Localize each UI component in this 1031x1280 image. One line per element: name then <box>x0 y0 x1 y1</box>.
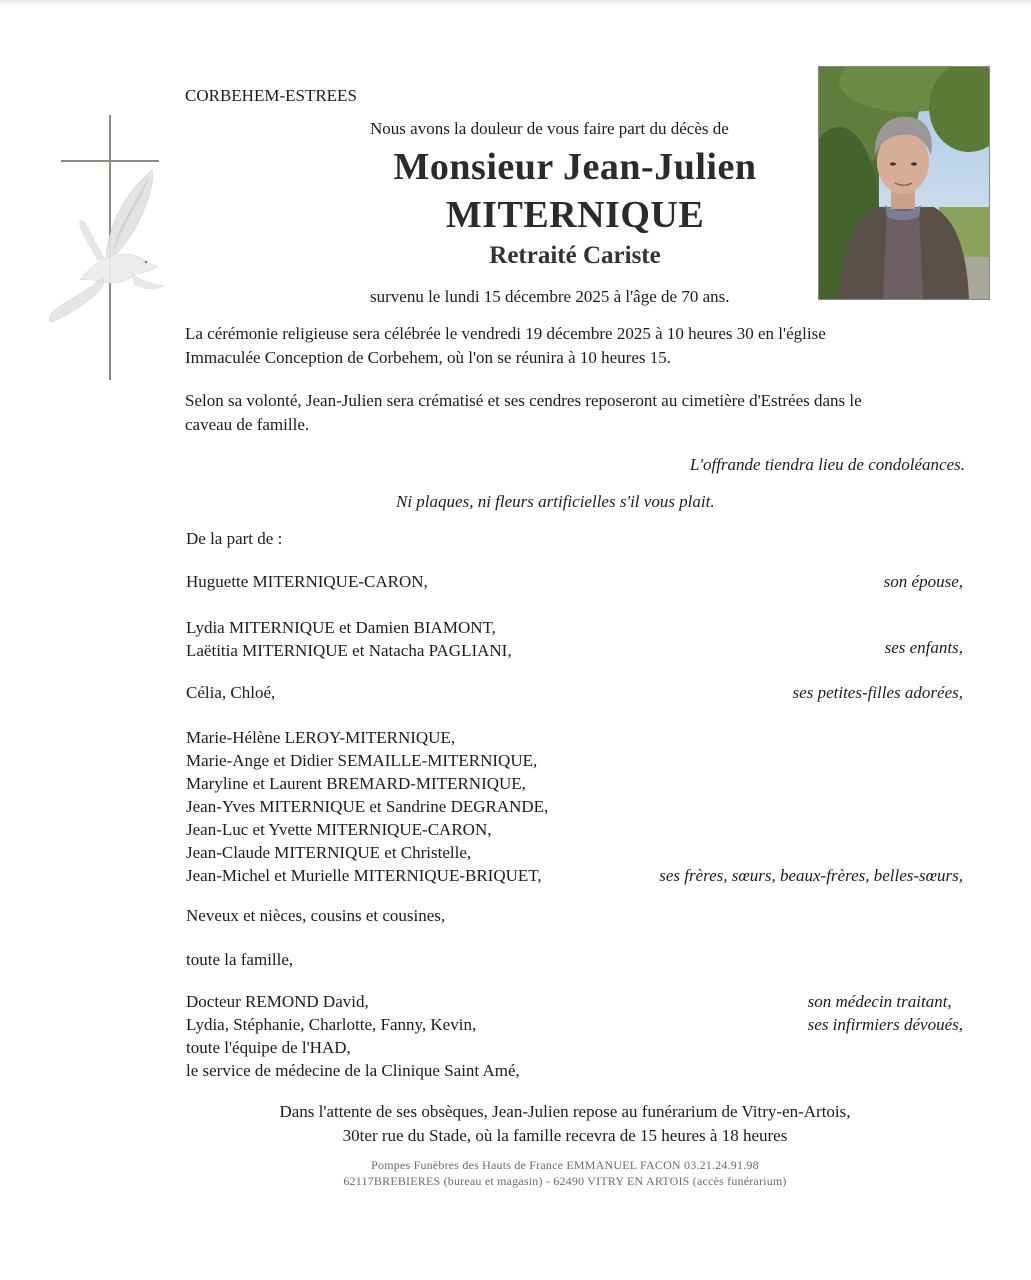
family-name: le service de médecine de la Clinique Saint Amé, <box>186 1061 520 1080</box>
funeral-home-note <box>150 1100 980 1148</box>
family-name: Jean-Claude MITERNIQUE et Christelle, <box>186 843 472 862</box>
deceased-name-line2: MITERNIQUE <box>445 194 705 236</box>
relation-text: ses infirmiers dévoués, <box>807 1015 963 1034</box>
footer-line1: Pompes Funèbres des Hauts de France EMMANUEL FACON 03.21.24.91.98 <box>371 1158 759 1172</box>
family-name: Jean-Luc et Yvette MITERNIQUE-CARON, <box>186 820 492 839</box>
wish-paragraph <box>185 389 862 437</box>
deceased-name-line1: Monsieur Jean-Julien <box>393 146 757 188</box>
family-name: Lydia, Stéphanie, Charlotte, Fanny, Kevin, <box>186 1015 477 1034</box>
ceremony-line1: La cérémonie religieuse sera célébrée le vendredi 19 décembre 2025 à 10 heures 30 en l'église <box>185 324 826 343</box>
relation-spouse <box>884 570 963 593</box>
from-label: De la part de : <box>186 529 283 548</box>
family-name: Docteur REMOND David, <box>186 992 369 1011</box>
wish-line2: caveau de famille. <box>185 415 310 434</box>
family-group-grandchildren <box>186 681 275 704</box>
footer-line2: 62117BREBIERES (bureau et magasin) - 62490 VITRY EN ARTOIS (accès funérarium) <box>343 1174 787 1188</box>
relation-grandchildren <box>793 681 963 704</box>
family-name: Maryline et Laurent BREMARD-MITERNIQUE, <box>186 774 526 793</box>
family-name: Huguette MITERNIQUE-CARON, <box>186 572 428 591</box>
family-name: Célia, Chloé, <box>186 683 276 702</box>
death-date: survenu le lundi 15 décembre 2025 à l'âge de 70 ans. <box>370 287 730 306</box>
family-name: toute la famille, <box>186 950 294 969</box>
closing-line1: Dans l'attente de ses obsèques, Jean-Julien repose au funérarium de Vitry-en-Artois, <box>279 1102 851 1121</box>
family-group-medical <box>186 990 520 1082</box>
relation-text: son épouse, <box>883 572 963 591</box>
relation-children <box>885 636 963 659</box>
family-group-children <box>186 616 512 662</box>
ceremony-line2: Immaculée Conception de Corbehem, où l'on se réunira à 10 heures 15. <box>185 348 671 367</box>
relation-text: son médecin traitant, <box>807 992 952 1011</box>
family-name: Jean-Yves MITERNIQUE et Sandrine DEGRANDE, <box>186 797 549 816</box>
offering-note: L'offrande tiendra lieu de condoléances. <box>689 455 965 474</box>
funeral-director-footer <box>250 1157 880 1189</box>
town-name: CORBEHEM-ESTREES <box>185 86 357 105</box>
dove-icon <box>49 170 164 322</box>
family-name: Neveux et nièces, cousins et cousines, <box>186 906 446 925</box>
family-name: Marie-Ange et Didier SEMAILLE-MITERNIQUE, <box>186 751 538 770</box>
wish-line1: Selon sa volonté, Jean-Julien sera crématisé et ses cendres reposeront au cimetière d'Estrées dans le <box>185 391 862 410</box>
cross-dove-emblem <box>40 110 180 385</box>
relation-medical <box>808 990 963 1036</box>
occupation: Retraité Cariste <box>489 242 661 269</box>
family-name: Jean-Michel et Murielle MITERNIQUE-BRIQUET, <box>186 866 542 885</box>
relation-siblings <box>659 864 963 887</box>
relation-text: ses enfants, <box>884 638 963 657</box>
family-group-all <box>186 948 293 971</box>
family-name: Lydia MITERNIQUE et Damien BIAMONT, <box>186 618 496 637</box>
no-plaques-note: Ni plaques, ni fleurs artificielles s'il vous plait. <box>396 492 715 511</box>
family-group-siblings <box>186 726 548 887</box>
intro-text: Nous avons la douleur de vous faire part du décès de <box>370 119 729 138</box>
family-name: Laëtitia MITERNIQUE et Natacha PAGLIANI, <box>186 641 512 660</box>
family-group-spouse <box>186 570 428 593</box>
ceremony-paragraph <box>185 322 826 370</box>
relation-text: ses frères, sœurs, beaux-frères, belles-sœurs, <box>659 866 963 885</box>
relation-text: ses petites-filles adorées, <box>792 683 963 702</box>
family-group-cousins <box>186 904 445 927</box>
family-name: Marie-Hélène LEROY-MITERNIQUE, <box>186 728 456 747</box>
closing-line2: 30ter rue du Stade, où la famille recevra de 15 heures à 18 heures <box>342 1126 788 1145</box>
family-name: toute l'équipe de l'HAD, <box>186 1038 351 1057</box>
page-edge <box>0 0 1031 6</box>
